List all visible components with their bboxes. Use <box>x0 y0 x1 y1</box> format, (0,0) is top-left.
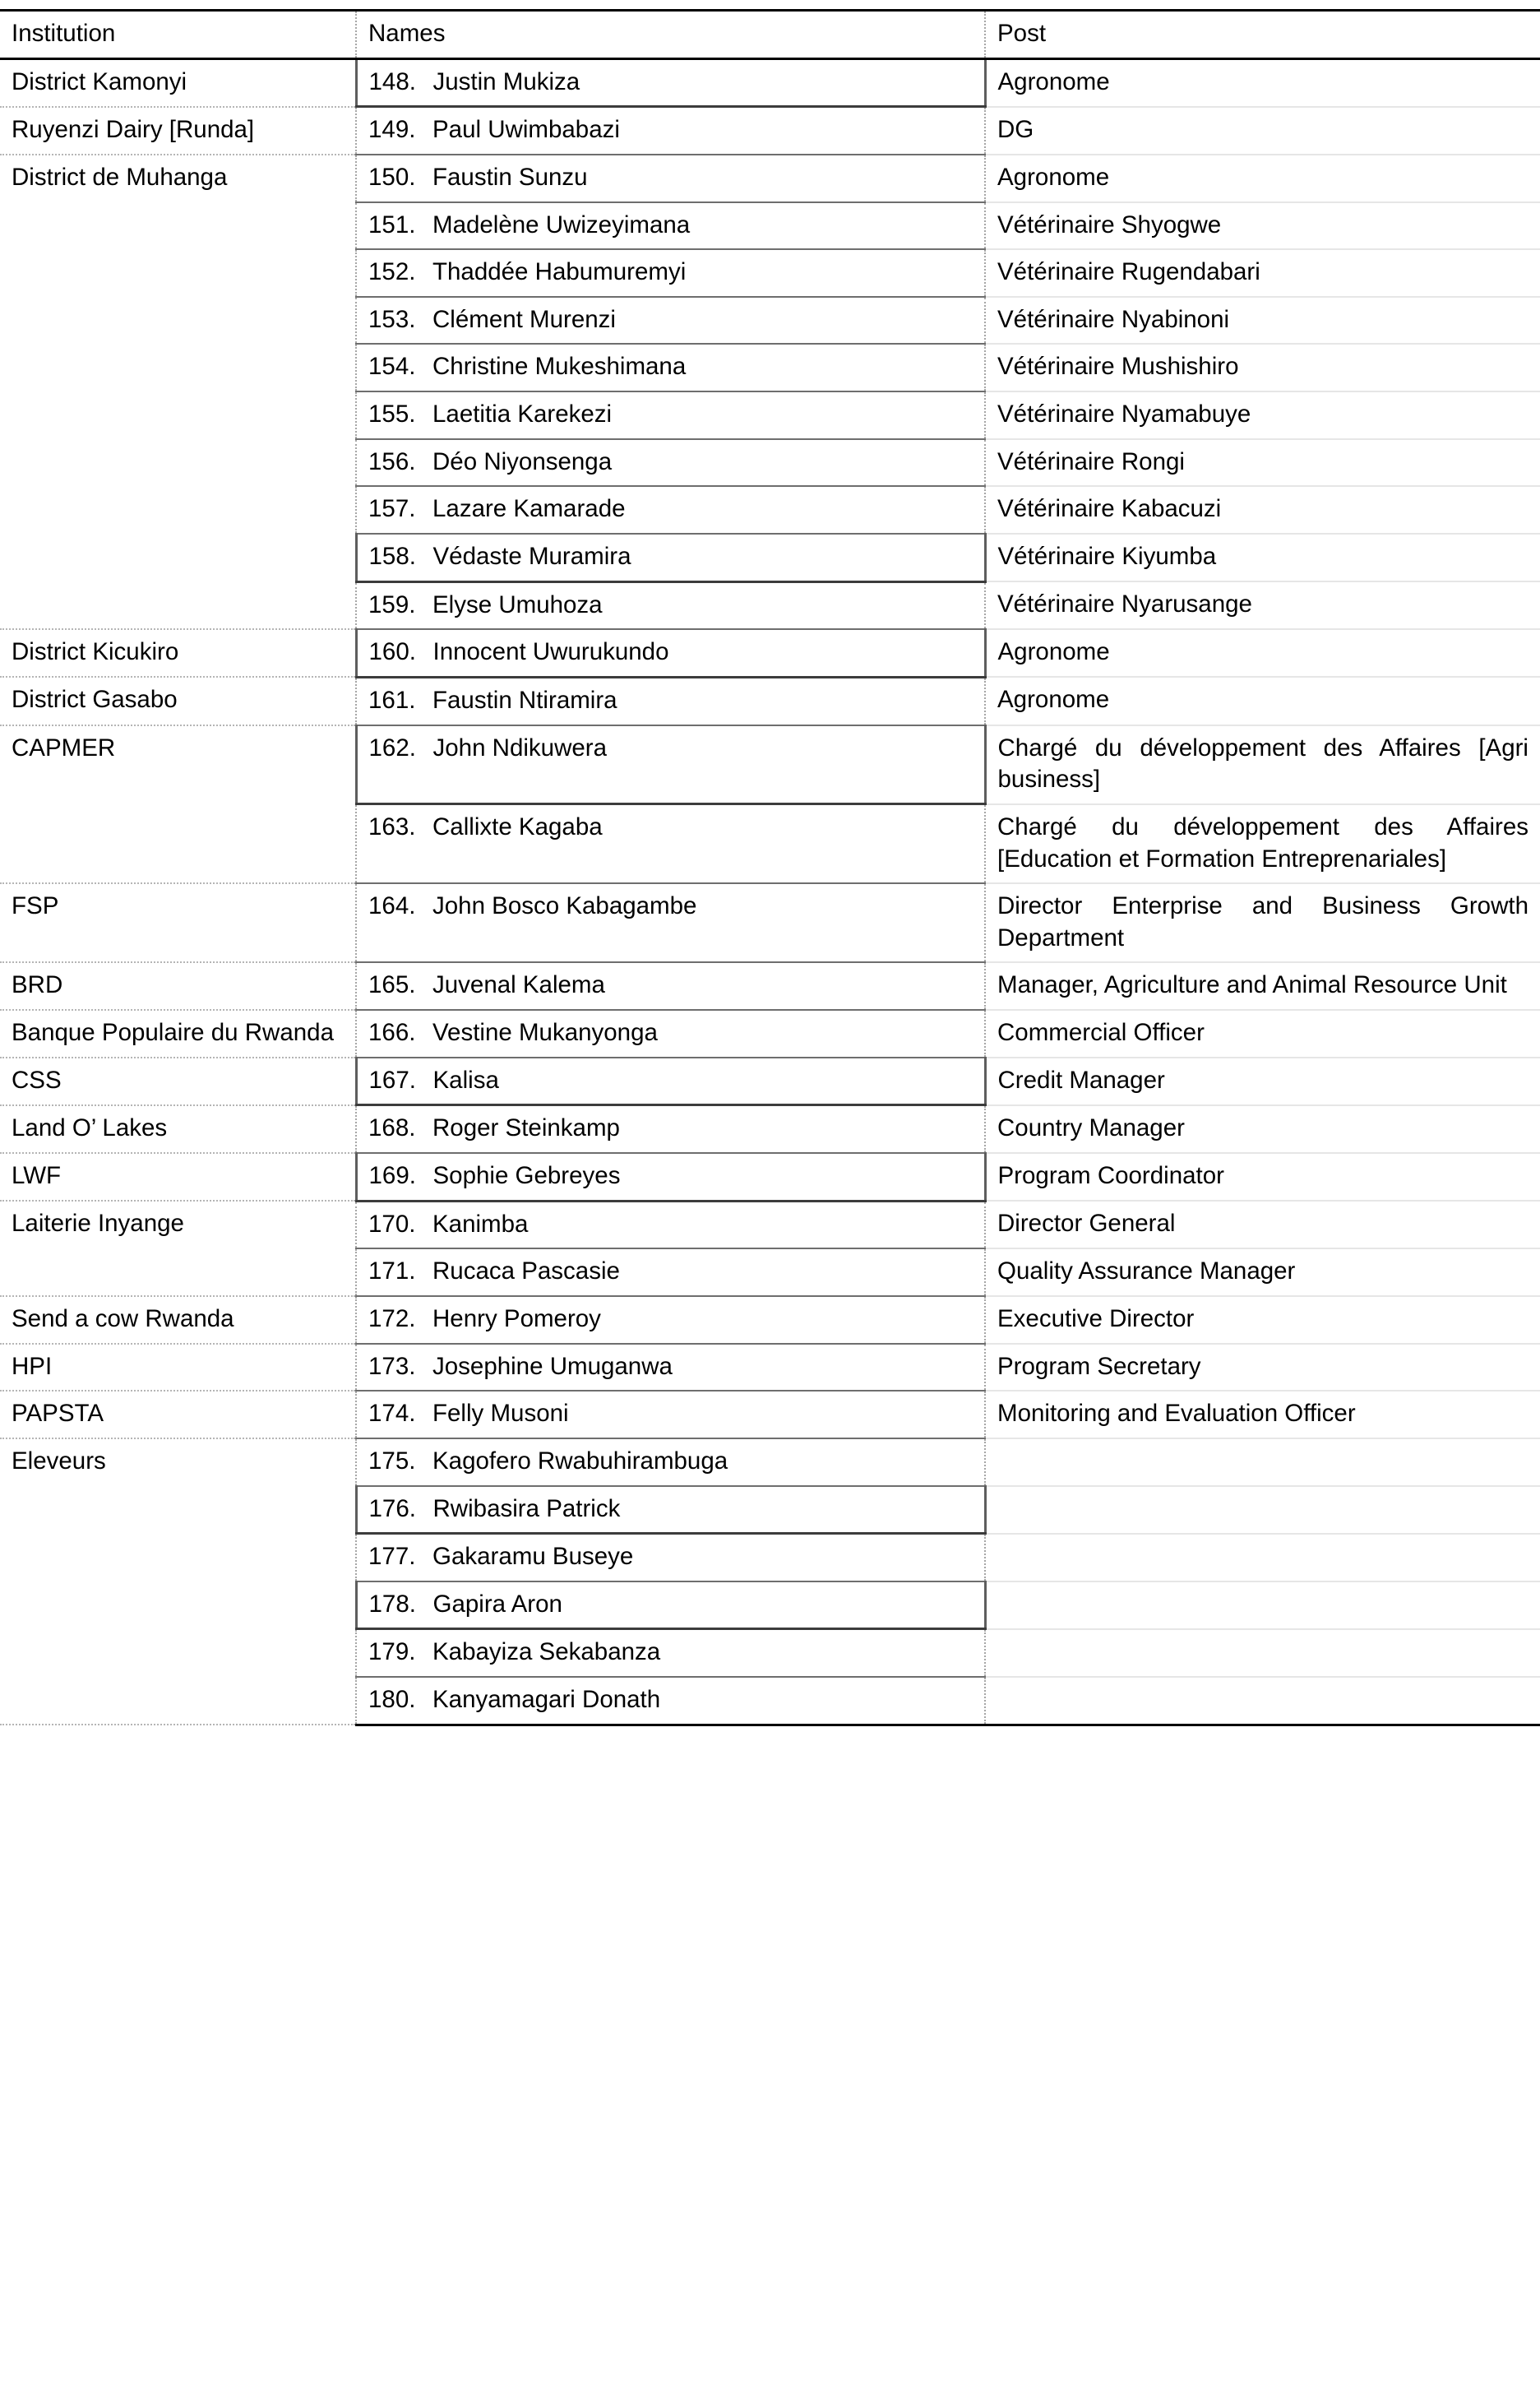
person-name: Innocent Uwurukundo <box>432 638 669 666</box>
institution-label: LWF <box>12 1162 62 1190</box>
post-label: Agronome <box>997 686 1110 714</box>
cell-name <box>356 1486 985 1534</box>
cell-name <box>356 1581 985 1629</box>
cell-post <box>985 804 1540 883</box>
table-header <box>0 11 1540 59</box>
entry-number: 172. <box>368 1304 416 1332</box>
entry-number: 152. <box>368 258 416 286</box>
cell-name <box>356 391 985 439</box>
person-name: Rucaca Pascasie <box>432 1257 620 1285</box>
entry-number: 165. <box>368 971 416 999</box>
cell-name <box>356 581 985 629</box>
post-label: Chargé du développement des Affaires [Agri business] <box>997 734 1528 794</box>
cell-name <box>356 962 985 1010</box>
person-name: Gakaramu Buseye <box>432 1543 634 1571</box>
person-name: Kagofero Rwabuhirambuga <box>432 1447 728 1475</box>
entry-number: 171. <box>368 1257 416 1285</box>
institution-label: FSP <box>12 892 59 920</box>
entry-number: 170. <box>368 1210 416 1238</box>
person-name: Christine Mukeshimana <box>432 353 687 381</box>
entry-number: 157. <box>368 495 416 523</box>
post-label: Manager, Agriculture and Animal Resource Unit <box>997 971 1507 999</box>
entry-number: 174. <box>368 1400 416 1428</box>
header-row <box>0 11 1540 59</box>
person-name: Clément Murenzi <box>432 305 616 333</box>
entry-number: 155. <box>368 401 416 428</box>
post-label: Director General <box>997 1210 1176 1238</box>
cell-post <box>985 1581 1540 1629</box>
cell-institution <box>0 1105 356 1153</box>
institution-label: Land O’ Lakes <box>12 1114 168 1141</box>
entry-number: 166. <box>368 1019 416 1047</box>
table-row <box>0 1344 1540 1391</box>
post-label: Vétérinaire Nyarusange <box>997 590 1252 618</box>
cell-name <box>356 344 985 391</box>
cell-name <box>356 58 985 107</box>
column-header-names: Names <box>356 11 985 59</box>
institution-label: Laiterie Inyange <box>12 1210 184 1238</box>
cell-post <box>985 725 1540 804</box>
cell-post <box>985 249 1540 297</box>
cell-post <box>985 58 1540 107</box>
cell-institution <box>0 962 356 1010</box>
person-name: Kanimba <box>432 1210 529 1238</box>
post-label: DG <box>997 115 1034 143</box>
table-row <box>0 1438 1540 1486</box>
institution-label: District Gasabo <box>12 686 178 714</box>
person-name: Henry Pomeroy <box>432 1304 601 1332</box>
cell-institution <box>0 107 356 155</box>
entry-number: 154. <box>368 353 416 381</box>
post-label: Vétérinaire Nyabinoni <box>997 305 1230 333</box>
cell-name <box>356 202 985 250</box>
cell-name <box>356 1677 985 1725</box>
institution-label: HPI <box>12 1352 53 1380</box>
cell-name <box>356 1105 985 1153</box>
cell-post <box>985 155 1540 202</box>
cell-name <box>356 1629 985 1677</box>
table-row <box>0 1010 1540 1058</box>
cell-post <box>985 1248 1540 1296</box>
cell-post <box>985 1438 1540 1486</box>
person-name: Josephine Umuganwa <box>432 1352 673 1380</box>
cell-post <box>985 1058 1540 1105</box>
entry-number: 151. <box>368 211 416 238</box>
post-label: Vétérinaire Rongi <box>997 447 1185 475</box>
entry-number: 149. <box>368 116 416 144</box>
cell-post <box>985 297 1540 345</box>
table-row <box>0 1153 1540 1201</box>
entry-number: 175. <box>368 1447 416 1475</box>
post-label: Vétérinaire Mushishiro <box>997 353 1239 381</box>
institution-label: CAPMER <box>12 734 116 762</box>
post-label: Director Enterprise and Business Growth Department <box>997 892 1528 952</box>
post-label: Executive Director <box>997 1304 1195 1332</box>
cell-institution <box>0 677 356 725</box>
person-name: Felly Musoni <box>432 1400 569 1428</box>
person-name: Laetitia Karekezi <box>432 401 613 428</box>
table-row <box>0 677 1540 725</box>
column-header-post: Post <box>985 11 1540 59</box>
person-name: John Bosco Kabagambe <box>432 892 697 920</box>
cell-institution <box>0 1296 356 1344</box>
cell-post <box>985 962 1540 1010</box>
post-label: Vétérinaire Rugendabari <box>997 258 1260 286</box>
person-name: Callixte Kagaba <box>432 813 603 841</box>
cell-name <box>356 534 985 581</box>
institution-label: BRD <box>12 971 63 999</box>
entry-number: 169. <box>368 1162 416 1190</box>
post-label: Agronome <box>997 67 1110 95</box>
entry-number: 153. <box>368 305 416 333</box>
institution-label: PAPSTA <box>12 1400 104 1428</box>
entry-number: 160. <box>368 638 416 666</box>
cell-institution <box>0 1438 356 1725</box>
post-label: Vétérinaire Nyamabuye <box>997 401 1251 428</box>
participants-table <box>0 9 1540 1726</box>
person-name: Roger Steinkamp <box>432 1114 620 1142</box>
post-label: Vétérinaire Shyogwe <box>997 211 1222 238</box>
post-label: Vétérinaire Kiyumba <box>997 543 1217 571</box>
person-name: Kalisa <box>432 1066 499 1094</box>
cell-post <box>985 1153 1540 1201</box>
post-label: Agronome <box>997 163 1110 191</box>
cell-name <box>356 1248 985 1296</box>
cell-name <box>356 107 985 155</box>
cell-institution <box>0 155 356 629</box>
person-name: Lazare Kamarade <box>432 495 626 523</box>
person-name: Vestine Mukanyonga <box>432 1019 658 1047</box>
cell-name <box>356 249 985 297</box>
cell-post <box>985 391 1540 439</box>
table-row <box>0 1105 1540 1153</box>
cell-name <box>356 677 985 725</box>
cell-name <box>356 804 985 883</box>
cell-name <box>356 1438 985 1486</box>
table-body <box>0 58 1540 1725</box>
person-name: Kabayiza Sekabanza <box>432 1638 661 1666</box>
entry-number: 164. <box>368 892 416 920</box>
cell-post <box>985 1105 1540 1153</box>
entry-number: 176. <box>368 1494 416 1522</box>
cell-institution <box>0 629 356 677</box>
institution-label: Banque Populaire du Rwanda <box>12 1019 334 1047</box>
cell-post <box>985 1010 1540 1058</box>
institution-label: Eleveurs <box>12 1447 106 1475</box>
cell-post <box>985 883 1540 962</box>
person-name: Sophie Gebreyes <box>432 1162 621 1190</box>
cell-name <box>356 1153 985 1201</box>
post-label: Country Manager <box>997 1114 1185 1141</box>
table-row <box>0 1201 1540 1248</box>
person-name: Faustin Sunzu <box>432 163 588 191</box>
cell-post <box>985 107 1540 155</box>
entry-number: 148. <box>368 67 416 95</box>
cell-post <box>985 1534 1540 1581</box>
cell-post <box>985 677 1540 725</box>
cell-name <box>356 486 985 534</box>
cell-name <box>356 1010 985 1058</box>
cell-post <box>985 581 1540 629</box>
person-name: Juvenal Kalema <box>432 971 605 999</box>
person-name: Déo Niyonsenga <box>432 447 613 475</box>
cell-name <box>356 725 985 804</box>
cell-post <box>985 1344 1540 1391</box>
table-row <box>0 883 1540 962</box>
entry-number: 167. <box>368 1066 416 1094</box>
table-row <box>0 1296 1540 1344</box>
entry-number: 161. <box>368 686 416 714</box>
cell-name <box>356 297 985 345</box>
institution-label: District Kicukiro <box>12 638 179 666</box>
cell-post <box>985 1629 1540 1677</box>
cell-post <box>985 1296 1540 1344</box>
post-label: Monitoring and Evaluation Officer <box>997 1400 1356 1428</box>
cell-name <box>356 1534 985 1581</box>
cell-name <box>356 155 985 202</box>
cell-institution <box>0 725 356 884</box>
table-row <box>0 107 1540 155</box>
institution-label: District de Muhanga <box>12 163 228 191</box>
table-row <box>0 962 1540 1010</box>
table-row <box>0 629 1540 677</box>
cell-name <box>356 883 985 962</box>
person-name: Elyse Umuhoza <box>432 590 603 618</box>
cell-post <box>985 1677 1540 1725</box>
cell-post <box>985 439 1540 487</box>
post-label: Vétérinaire Kabacuzi <box>997 495 1222 523</box>
cell-institution <box>0 1201 356 1296</box>
cell-post <box>985 486 1540 534</box>
cell-post <box>985 1486 1540 1534</box>
institution-label: CSS <box>12 1066 62 1094</box>
person-name: Kanyamagari Donath <box>432 1686 661 1714</box>
person-name: Gapira Aron <box>432 1590 562 1618</box>
cell-post <box>985 1391 1540 1438</box>
person-name: Rwibasira Patrick <box>432 1494 621 1522</box>
post-label: Chargé du développement des Affaires [Education et Formation Entreprenariales] <box>997 813 1528 873</box>
post-label: Program Secretary <box>997 1352 1201 1380</box>
table-row <box>0 1058 1540 1105</box>
post-label: Agronome <box>997 638 1110 666</box>
entry-number: 178. <box>368 1590 416 1618</box>
entry-number: 168. <box>368 1114 416 1142</box>
cell-institution <box>0 1010 356 1058</box>
cell-post <box>985 344 1540 391</box>
cell-post <box>985 534 1540 581</box>
person-name: Justin Mukiza <box>432 67 580 95</box>
cell-name <box>356 1391 985 1438</box>
institution-label: Send a cow Rwanda <box>12 1304 234 1332</box>
table-row <box>0 155 1540 202</box>
entry-number: 173. <box>368 1352 416 1380</box>
entry-number: 163. <box>368 813 416 841</box>
cell-post <box>985 1201 1540 1248</box>
post-label: Program Coordinator <box>997 1162 1224 1190</box>
person-name: Madelène Uwizeyimana <box>432 211 691 238</box>
cell-institution <box>0 883 356 962</box>
entry-number: 159. <box>368 590 416 618</box>
institution-label: District Kamonyi <box>12 67 187 95</box>
cell-name <box>356 1201 985 1248</box>
post-label: Credit Manager <box>997 1066 1165 1094</box>
person-name: John Ndikuwera <box>432 734 608 762</box>
person-name: Védaste Muramira <box>432 543 631 571</box>
entry-number: 162. <box>368 734 416 762</box>
cell-name <box>356 629 985 677</box>
person-name: Paul Uwimbabazi <box>432 116 620 144</box>
entry-number: 158. <box>368 543 416 571</box>
table-row <box>0 725 1540 804</box>
cell-post <box>985 629 1540 677</box>
cell-institution <box>0 58 356 107</box>
entry-number: 180. <box>368 1686 416 1714</box>
cell-name <box>356 439 985 487</box>
cell-institution <box>0 1058 356 1105</box>
entry-number: 179. <box>368 1638 416 1666</box>
column-header-institution: Institution <box>0 11 356 59</box>
entry-number: 156. <box>368 447 416 475</box>
table-row <box>0 1391 1540 1438</box>
cell-institution <box>0 1153 356 1201</box>
cell-institution <box>0 1391 356 1438</box>
cell-institution <box>0 1344 356 1391</box>
cell-name <box>356 1296 985 1344</box>
person-name: Thaddée Habumuremyi <box>432 258 687 286</box>
table-row <box>0 58 1540 107</box>
cell-name <box>356 1344 985 1391</box>
post-label: Quality Assurance Manager <box>997 1257 1296 1285</box>
cell-name <box>356 1058 985 1105</box>
person-name: Faustin Ntiramira <box>432 686 617 714</box>
institution-label: Ruyenzi Dairy [Runda] <box>12 115 255 143</box>
entry-number: 150. <box>368 163 416 191</box>
post-label: Commercial Officer <box>997 1019 1205 1047</box>
cell-post <box>985 202 1540 250</box>
entry-number: 177. <box>368 1543 416 1571</box>
